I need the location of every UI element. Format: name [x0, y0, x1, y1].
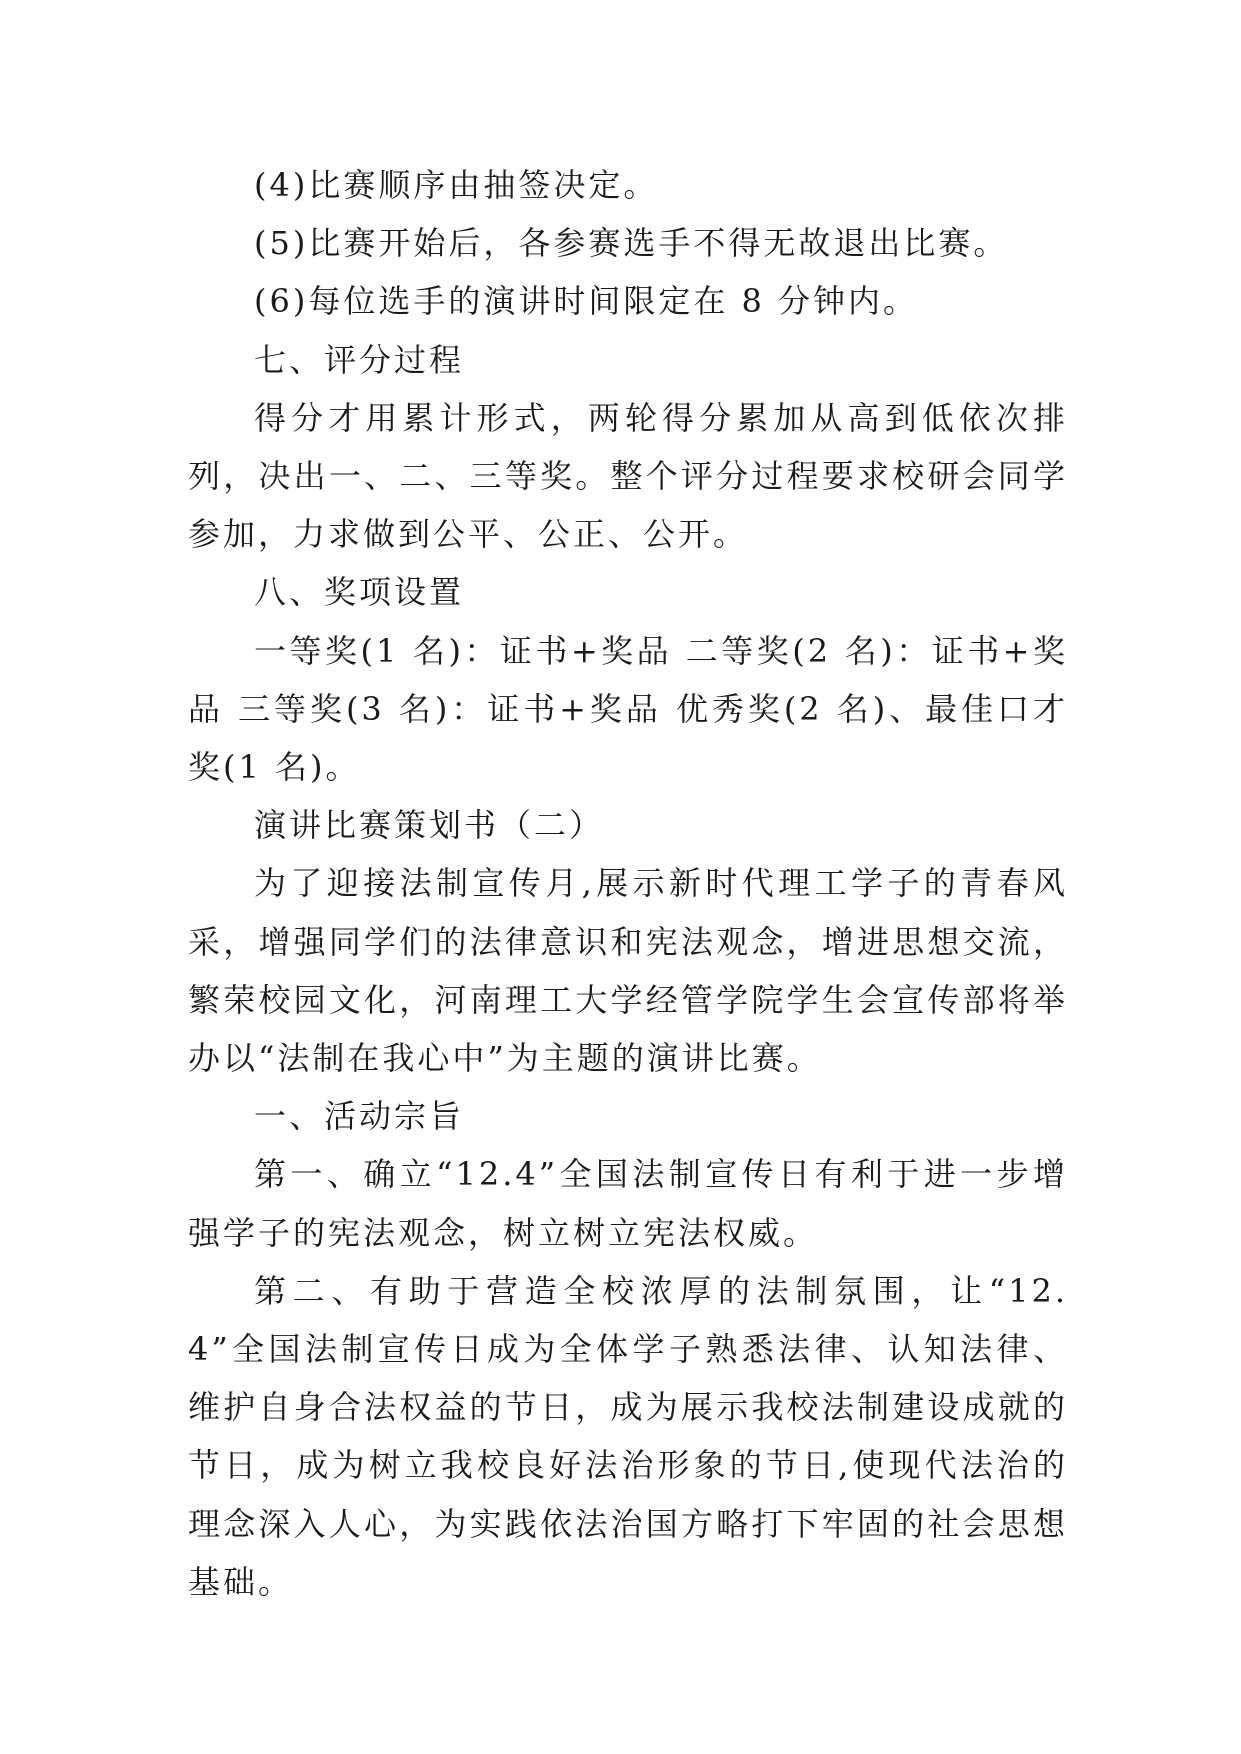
awards-paragraph: 一等奖(1 名)：证书+奖品 二等奖(2 名)：证书+奖品 三等奖(3 名)：证书+奖品 优秀奖(2 名)、最佳口才奖(1 名)。 — [188, 631, 1068, 787]
rule-item-5: (5)比赛开始后，各参赛选手不得无故退出比赛。 — [254, 224, 1009, 263]
purpose-paragraph-2: 第二、有助于营造全校浓厚的法制氛围，让“12.4”全国法制宣传日成为全体学子熟悉法律、认知法律、维护自身合法权益的节日，成为展示我校法制建设成就的节日，成为树立我校良好法治形象的节日,使现代法治的理念深入人心，为实践依法治国方略打下牢固的社会思想基础。 — [188, 1271, 1068, 1601]
document-body — [188, 156, 1068, 1611]
rule-item-4: (4)比赛顺序由抽签决定。 — [254, 166, 659, 204]
purpose-paragraph-1: 第一、确立“12.4”全国法制宣传日有利于进一步增强学子的宪法观念，树立树立宪法权威。 — [188, 1155, 1068, 1252]
section-heading-awards: 八、奖项设置 — [254, 573, 465, 612]
section-heading-scoring: 七、评分过程 — [254, 340, 465, 379]
section-heading-purpose: 一、活动宗旨 — [254, 1097, 465, 1136]
intro-paragraph: 为了迎接法制宣传月,展示新时代理工学子的青春风采，增强同学们的法律意识和宪法观念，增进思想交流，繁荣校园文化，河南理工大学经管学院学生会宣传部将举办以“法制在我心中”为主题的演讲比赛。 — [188, 864, 1068, 1078]
plan-title-2: 演讲比赛策划书（二） — [254, 806, 605, 845]
rule-item-6: (6)每位选手的演讲时间限定在 8 分钟内。 — [254, 282, 919, 321]
scoring-paragraph: 得分才用累计形式，两轮得分累加从高到低依次排列，决出一、二、三等奖。整个评分过程要求校研会同学参加，力求做到公平、公正、公开。 — [188, 398, 1068, 554]
